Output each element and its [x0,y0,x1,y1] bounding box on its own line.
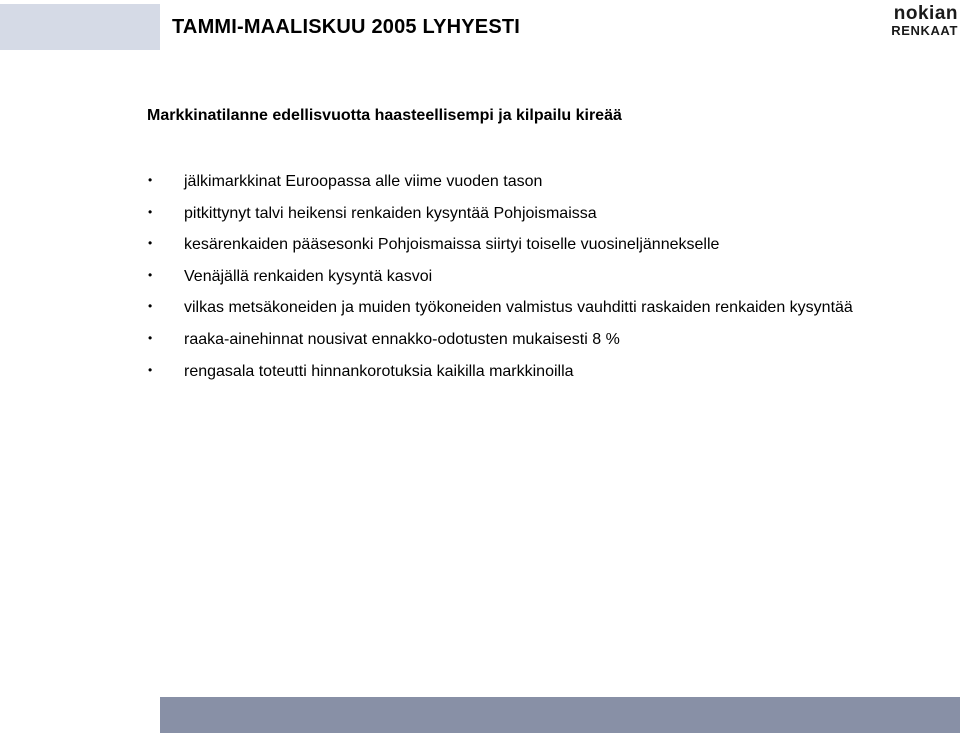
bullet-icon: • [148,236,153,251]
bullet-list [148,170,938,391]
bullet-icon: • [148,362,153,377]
bullet-item [148,233,938,256]
bullet-item [148,360,938,383]
bullet-text: vilkas metsäkoneiden ja muiden työkoneiden valmistus vauhditti raskaiden renkaiden kysyntää [184,299,853,317]
section-heading: Markkinatilanne edellisvuotta haasteellisempi ja kilpailu kireää [147,107,622,124]
footer-bar [160,697,960,733]
header-accent-box [0,4,160,50]
bullet-text: raaka-ainehinnat nousivat ennakko-odotusten mukaisesti 8 % [184,330,620,348]
nokian-renkaat-logo [846,3,958,38]
bullet-item [148,328,938,351]
bullet-item [148,296,938,319]
bullet-icon: • [148,299,153,314]
title-bar [160,4,740,50]
bullet-icon: • [148,204,153,219]
logo-text-bottom: RENKAAT [891,23,958,38]
slide-title: TAMMI-MAALISKUU 2005 LYHYESTI [172,15,521,38]
bullet-text: Venäjällä renkaiden kysyntä kasvoi [184,267,433,285]
bullet-item [148,265,938,288]
bullet-icon: • [148,173,153,187]
bullet-icon: • [148,267,153,282]
logo-text-top: nokian [893,3,958,24]
bullet-item [148,202,938,225]
bullet-text: kesärenkaiden pääsesonki Pohjoismaissa siirtyi toiselle vuosineljännekselle [184,236,720,254]
bullet-text: rengasala toteutti hinnankorotuksia kaikilla markkinoilla [184,362,574,380]
bullet-text: pitkittynyt talvi heikensi renkaiden kysyntää Pohjoismaissa [184,204,597,222]
bullet-item [148,170,938,193]
bullet-text: jälkimarkkinat Euroopassa alle viime vuoden tason [184,173,543,190]
bullet-icon: • [148,330,153,345]
